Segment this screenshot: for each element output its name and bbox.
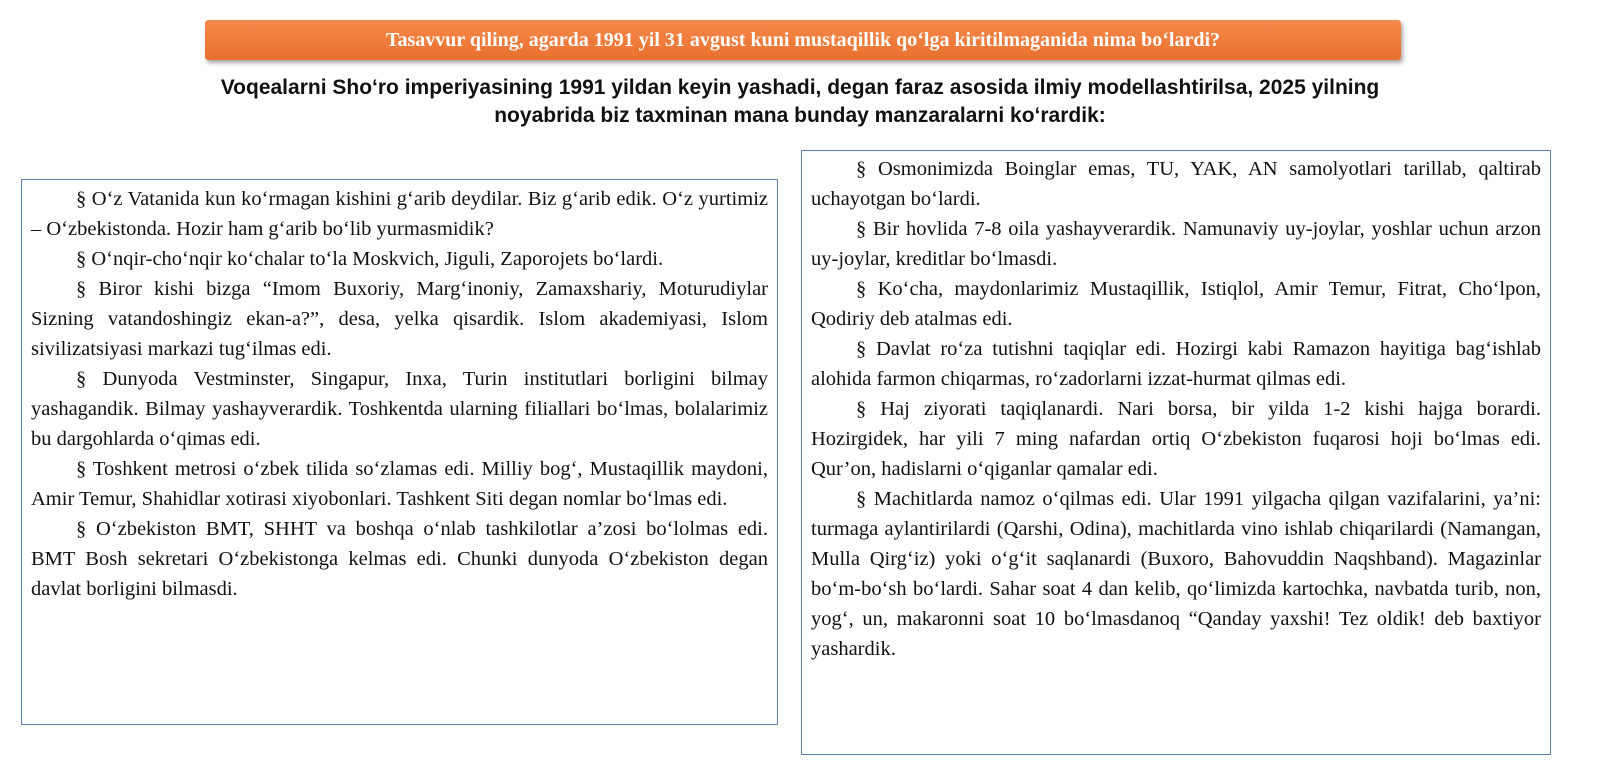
paragraph: § Davlat ro‘za tutishni taqiqlar edi. Hozirgi kabi Ramazon hayitiga bag‘ishlab alohida farmon chiqarmas, ro‘zadorlarni izzat-hurmat qilmas edi.	[811, 338, 1541, 390]
subtitle	[0, 74, 1600, 130]
paragraph: § O‘zbekiston BMT, SHHT va boshqa o‘nlab tashkilotlar a’zosi bo‘lolmas edi. BMT Bosh sekretari O‘zbekistonga kelmas edi. Chunki dunyoda O‘zbekiston degan davlat borligini bilmasdi.	[31, 518, 768, 600]
left-text-box	[21, 179, 778, 725]
banner-title: Tasavvur qiling, agarda 1991 yil 31 avgust kuni mustaqillik qo‘lga kiritilmaganida nima bo‘lardi?	[385, 28, 1221, 51]
paragraph: § Osmonimizda Boinglar emas, TU, YAK, AN samolyotlari tarillab, qaltirab uchayotgan bo‘lardi.	[811, 158, 1541, 210]
paragraph: § O‘nqir-cho‘nqir ko‘chalar to‘la Moskvich, Jiguli, Zaporojets bo‘lardi.	[76, 248, 664, 270]
right-text-box	[801, 150, 1551, 755]
paragraph: § Machitlarda namoz o‘qilmas edi. Ular 1991 yilgacha qilgan vazifalarini, ya’ni: turmaga aylantirilardi (Qarshi, Odina), machitlarda vino ishlab chiqarilardi (Namangan, Mulla Qirg‘iz) yoki o‘g‘it saqlanardi (Buxoro, Bahovuddin Naqshband). Magazinlar bo‘m-bo‘sh bo‘lardi. Sahar soat 4 dan kelib, qo‘limizda kartochka, navbatda turib, non, yog‘, un, makaronni soat 10 bo‘lmasdanoq “Qanday yaxshi! Tez oldik! deb baxtiyor yashardik.	[811, 488, 1541, 660]
paragraph: § Bir hovlida 7-8 oila yashayverardik. Namunaviy uy-joylar, yoshlar uchun arzon uy-joylar, kreditlar bo‘lmasdi.	[811, 218, 1541, 270]
paragraph: § O‘z Vatanida kun ko‘rmagan kishini g‘arib deydilar. Biz g‘arib edik. O‘z yurtimiz – O‘zbekistonda. Hozir ham g‘arib bo‘lib yurmasmidik?	[31, 188, 768, 240]
paragraph: § Haj ziyorati taqiqlanardi. Nari borsa, bir yilda 1-2 kishi hajga borardi. Hozirgidek, har yili 7 ming nafardan ortiq O‘zbekiston fuqarosi hoji bo‘lmas edi. Qur’on, hadislarni o‘qiganlar qamalar edi.	[811, 398, 1541, 480]
title-banner	[205, 20, 1401, 60]
subtitle-line-2: noyabrida biz taxminan mana bunday manzaralarni ko‘rardik:	[494, 104, 1106, 127]
paragraph: § Biror kishi bizga “Imom Buxoriy, Marg‘inoniy, Zamaxshariy, Moturudiylar Sizning vatandoshingiz ekan-a?”, desa, yelka qisardik. Islom akademiyasi, Islom sivilizatsiyasi markazi tug‘ilmas edi.	[31, 278, 768, 360]
paragraph: § Toshkent metrosi o‘zbek tilida so‘zlamas edi. Milliy bog‘, Mustaqillik maydoni, Amir Temur, Shahidlar xotirasi xiyobonlari. Tashkent Siti degan nomlar bo‘lmas edi.	[31, 458, 768, 510]
paragraph: § Dunyoda Vestminster, Singapur, Inxa, Turin institutlari borligini bilmay yashagandik. Bilmay yashayverardik. Toshkentda ularning filiallari bo‘lmas, bolalarimiz bu dargohlarda o‘qimas edi.	[31, 368, 768, 450]
paragraph: § Ko‘cha, maydonlarimiz Mustaqillik, Istiqlol, Amir Temur, Fitrat, Cho‘lpon, Qodiriy deb atalmas edi.	[811, 278, 1541, 330]
subtitle-line-1: Voqealarni Sho‘ro imperiyasining 1991 yildan keyin yashadi, degan faraz asosida ilmiy modellashtirilsa, 2025 yilning	[220, 76, 1380, 99]
